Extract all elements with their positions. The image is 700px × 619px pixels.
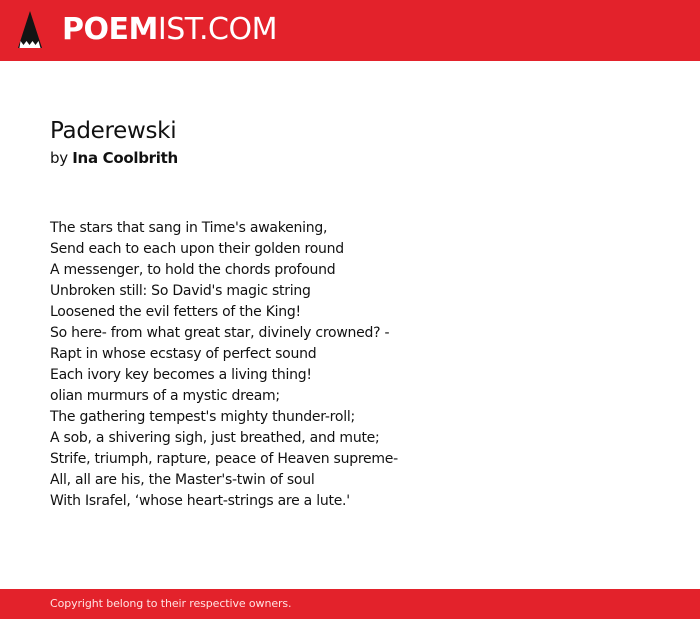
pencil-tip-icon [17,10,43,51]
poem-line: Each ivory key becomes a living thing! [50,367,312,383]
site-header [0,0,700,61]
poem-line: So here- from what great star, divinely crowned? - [50,325,390,341]
poem-line: All, all are his, the Master's-twin of soul [50,472,315,488]
poem-line: olian murmurs of a mystic dream; [50,388,280,404]
by-label: by [50,149,68,167]
site-footer [0,589,700,619]
poem-line: A messenger, to hold the chords profound [50,262,336,278]
poem-line: Unbroken still: So David's magic string [50,283,311,299]
site-logo[interactable] [62,12,277,48]
poem-body [50,218,670,512]
poem-line: Send each to each upon their golden round [50,241,344,257]
poem-line: With Israfel, ‘whose heart-strings are a lute.' [50,493,350,509]
poem-title: Paderewski [50,118,177,144]
poem-byline [50,148,178,169]
copyright-notice: Copyright belong to their respective owners. [50,597,292,610]
poem-line: The stars that sang in Time's awakening, [50,220,328,236]
author-name: Ina Coolbrith [72,149,178,167]
logo-light-text: IST.COM [157,12,277,47]
poem-line: Rapt in whose ecstasy of perfect sound [50,346,317,362]
poem-line: The gathering tempest's mighty thunder-roll; [50,409,355,425]
poem-line: Strife, triumph, rapture, peace of Heaven supreme- [50,451,398,467]
poem-line: A sob, a shivering sigh, just breathed, and mute; [50,430,380,446]
poem-line: Loosened the evil fetters of the King! [50,304,301,320]
logo-bold-text: POEM [62,12,158,47]
